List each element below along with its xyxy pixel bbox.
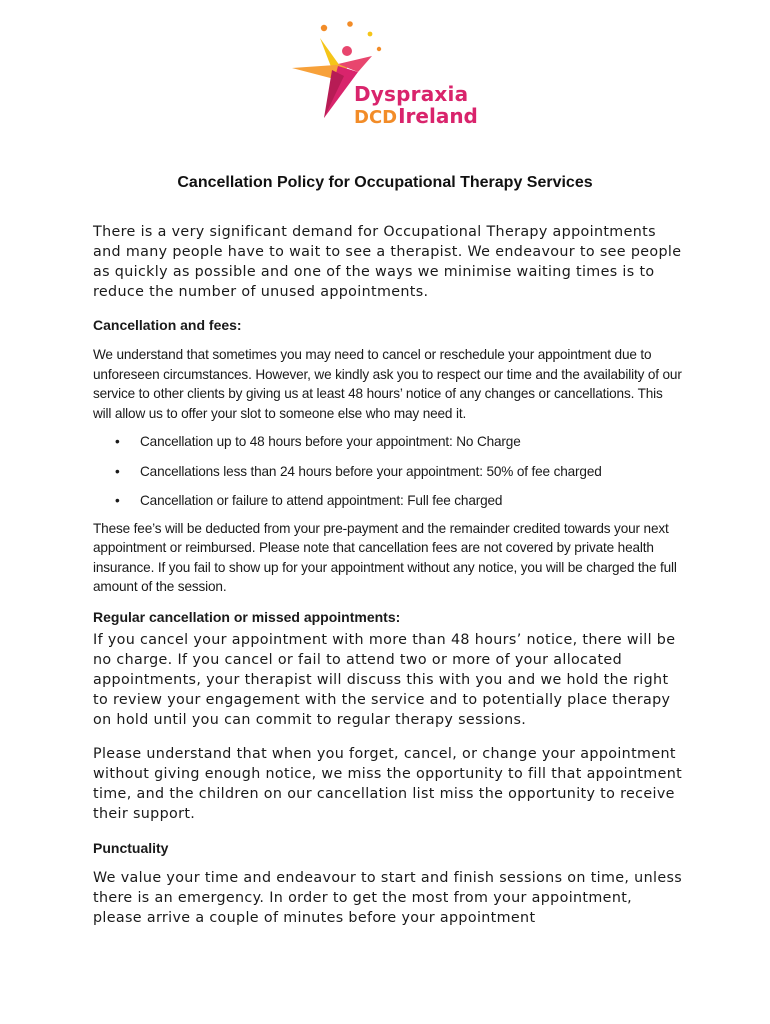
logo-ireland: Ireland xyxy=(398,104,478,128)
fee-list xyxy=(93,432,683,511)
intro-paragraph: There is a very significant demand for Occupational Therapy appointments and many people have to wait to see a therapist. We endeavour to see people as quickly as possible and one of the ways we minimise waiting times is to reduce the number of unused appointments. xyxy=(93,224,682,300)
logo-wordmark-dyspraxia: Dyspraxia xyxy=(354,82,469,106)
list-item: • Cancellations less than 24 hours before your appointment: 50% of fee charged xyxy=(115,463,602,479)
section-heading-punctuality: Punctuality xyxy=(93,839,169,856)
list-item: • Cancellation or failure to attend appointment: Full fee charged xyxy=(115,493,503,508)
punctuality-paragraph: We value your time and endeavour to start and finish sessions on time, unless there is an emergency. In order to get the most from your appointment, please arrive a couple of minutes before your appointment xyxy=(93,869,683,926)
section-heading-cancellation: Cancellation and fees: xyxy=(93,317,242,333)
missed-opportunity-paragraph: Please understand that when you forget, cancel, or change your appointment without giving enough notice, we miss the opportunity to fill that appointment time, and the children on our cancellation list miss the opportunity to receive their support. xyxy=(93,745,683,822)
cancellation-paragraph: We understand that sometimes you may need to cancel or reschedule your appointment due to unforeseen circumstances. However, we kindly ask you to respect our time and the availability of our service to other clients by giving us at least 48 hours’ notice of any changes or cancellations. This will allow us to offer your slot to someone else who may need it. xyxy=(93,347,682,421)
logo-dcd: DCD xyxy=(354,107,398,128)
section-heading-regular-cancellation: Regular cancellation or missed appointments: xyxy=(93,608,401,625)
document-body xyxy=(93,222,683,928)
logo-wordmark-ireland xyxy=(354,104,478,128)
page-title: Cancellation Policy for Occupational Therapy Services xyxy=(177,174,593,191)
regular-cancellation-paragraph: If you cancel your appointment with more than 48 hours’ notice, there will be no charge. If you cancel or fail to attend two or more of your allocated appointments, your therapist will discuss this with you and we hold the right to review your engagement with the service and to potentially place therapy on hold until you can commit to regular therapy sessions. xyxy=(93,631,676,728)
list-item: • Cancellation up to 48 hours before your appointment: No Charge xyxy=(115,434,521,449)
fees-note-paragraph: These fee’s will be deducted from your pre-payment and the remainder credited towards your next appointment or reimbursed. Please note that cancellation fees are not covered by private health insurance. If you fail to show up for your appointment without any notice, you will be charged the full amount of the session. xyxy=(93,520,677,594)
